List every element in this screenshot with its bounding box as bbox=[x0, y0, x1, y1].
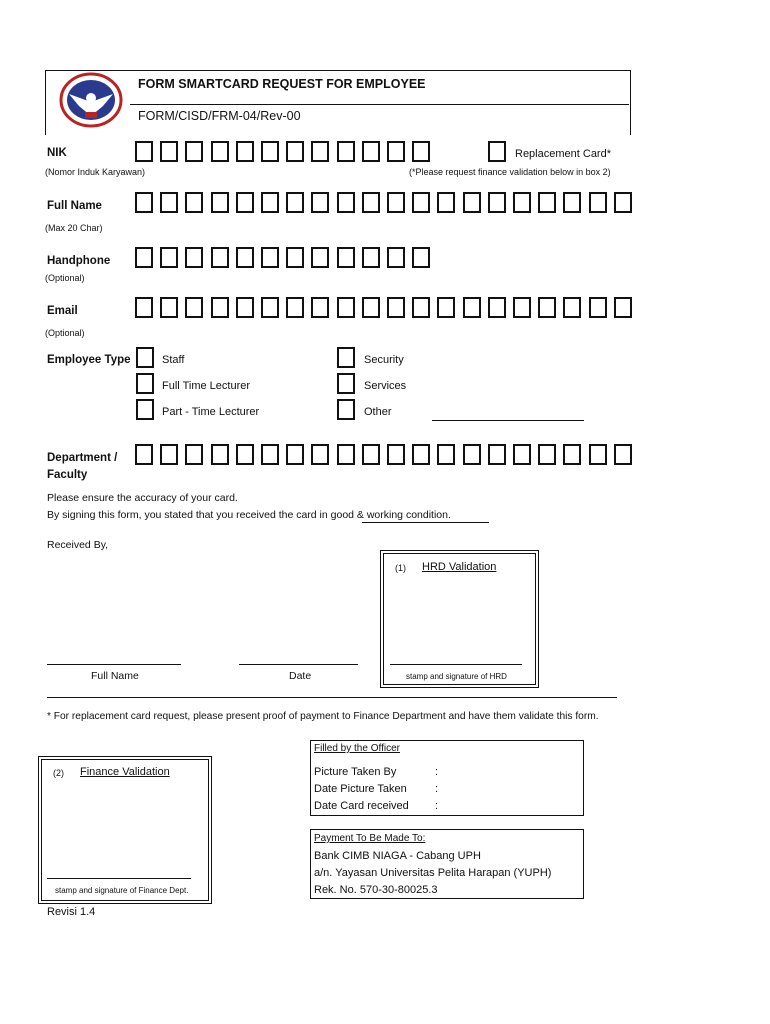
full-name-char-box[interactable] bbox=[311, 192, 329, 213]
department-char-box[interactable] bbox=[538, 444, 556, 465]
department-char-box[interactable] bbox=[211, 444, 229, 465]
nik-char-box[interactable] bbox=[236, 141, 254, 162]
full-name-char-box[interactable] bbox=[261, 192, 279, 213]
email-char-box[interactable] bbox=[513, 297, 531, 318]
full-name-char-box[interactable] bbox=[614, 192, 632, 213]
nik-char-box[interactable] bbox=[211, 141, 229, 162]
nik-char-box[interactable] bbox=[160, 141, 178, 162]
handphone-char-box[interactable] bbox=[211, 247, 229, 268]
email-char-box[interactable] bbox=[236, 297, 254, 318]
revision-label: Revisi 1.4 bbox=[47, 906, 96, 918]
full-name-char-box[interactable] bbox=[589, 192, 607, 213]
department-char-box[interactable] bbox=[589, 444, 607, 465]
services-label: Services bbox=[364, 380, 407, 392]
nik-label: NIK bbox=[47, 147, 67, 159]
date-picture-taken-colon: : bbox=[435, 783, 439, 795]
full-name-char-box[interactable] bbox=[412, 192, 430, 213]
other-checkbox[interactable] bbox=[337, 399, 355, 420]
department-char-box[interactable] bbox=[563, 444, 581, 465]
department-char-box[interactable] bbox=[513, 444, 531, 465]
nik-sublabel: (Nomor Induk Karyawan) bbox=[45, 167, 146, 177]
hrd-caption: stamp and signature of HRD bbox=[406, 672, 507, 681]
full-name-char-box[interactable] bbox=[437, 192, 455, 213]
email-char-box[interactable] bbox=[463, 297, 481, 318]
handphone-char-box[interactable] bbox=[261, 247, 279, 268]
email-char-box[interactable] bbox=[286, 297, 304, 318]
security-label: Security bbox=[364, 354, 404, 366]
payment-title: Payment To Be Made To: bbox=[314, 833, 426, 844]
full-name-signature-line[interactable] bbox=[47, 664, 181, 665]
department-char-box[interactable] bbox=[311, 444, 329, 465]
full-name-label: Full Name bbox=[47, 200, 102, 212]
email-char-box[interactable] bbox=[135, 297, 153, 318]
email-char-box[interactable] bbox=[488, 297, 506, 318]
full-name-char-box[interactable] bbox=[236, 192, 254, 213]
full-name-char-box[interactable] bbox=[135, 192, 153, 213]
university-logo bbox=[55, 72, 127, 128]
department-char-box[interactable] bbox=[286, 444, 304, 465]
hrd-number: (1) bbox=[395, 563, 406, 573]
department-char-box[interactable] bbox=[437, 444, 455, 465]
condition-note: By signing this form, you stated that you received the card in good & working condition. bbox=[47, 509, 451, 521]
email-char-box[interactable] bbox=[589, 297, 607, 318]
part-time-lecturer-label: Part - Time Lecturer bbox=[162, 406, 260, 418]
picture-taken-by-label: Picture Taken By bbox=[314, 766, 397, 778]
officer-title: Filled by the Officer bbox=[314, 743, 400, 754]
email-char-box[interactable] bbox=[538, 297, 556, 318]
email-char-box[interactable] bbox=[614, 297, 632, 318]
handphone-char-box[interactable] bbox=[362, 247, 380, 268]
full-name-char-box[interactable] bbox=[362, 192, 380, 213]
nik-char-box[interactable] bbox=[135, 141, 153, 162]
handphone-char-box[interactable] bbox=[236, 247, 254, 268]
department-char-box[interactable] bbox=[387, 444, 405, 465]
finance-number: (2) bbox=[53, 768, 64, 778]
form-title: FORM SMARTCARD REQUEST FOR EMPLOYEE bbox=[138, 77, 426, 91]
nik-char-box[interactable] bbox=[412, 141, 430, 162]
finance-validation-title: Finance Validation bbox=[80, 766, 170, 778]
accuracy-note: Please ensure the accuracy of your card. bbox=[47, 492, 238, 504]
nik-char-box[interactable] bbox=[337, 141, 355, 162]
handphone-sublabel: (Optional) bbox=[45, 273, 85, 283]
full-name-char-box[interactable] bbox=[538, 192, 556, 213]
full-name-char-box[interactable] bbox=[463, 192, 481, 213]
condition-underline bbox=[362, 522, 489, 523]
staff-label: Staff bbox=[162, 354, 185, 366]
replacement-payment-note: * For replacement card request, please present proof of payment to Finance Department and have them validate this form. bbox=[47, 711, 599, 722]
replacement-card-checkbox[interactable] bbox=[488, 141, 506, 162]
email-char-box[interactable] bbox=[387, 297, 405, 318]
header-divider bbox=[130, 104, 629, 105]
other-input-line[interactable] bbox=[432, 420, 584, 421]
email-char-box[interactable] bbox=[311, 297, 329, 318]
email-char-box[interactable] bbox=[185, 297, 203, 318]
finance-validation-box bbox=[38, 756, 212, 904]
full-name-char-box[interactable] bbox=[337, 192, 355, 213]
full-time-lecturer-checkbox[interactable] bbox=[136, 373, 154, 394]
handphone-char-box[interactable] bbox=[135, 247, 153, 268]
handphone-char-box[interactable] bbox=[286, 247, 304, 268]
email-char-box[interactable] bbox=[211, 297, 229, 318]
nik-char-box[interactable] bbox=[286, 141, 304, 162]
nik-char-box[interactable] bbox=[261, 141, 279, 162]
employee-type-label: Employee Type bbox=[47, 354, 131, 366]
handphone-char-box[interactable] bbox=[337, 247, 355, 268]
nik-char-box[interactable] bbox=[362, 141, 380, 162]
replacement-card-note: (*Please request finance validation below in box 2) bbox=[409, 167, 611, 177]
department-char-box[interactable] bbox=[463, 444, 481, 465]
department-char-box[interactable] bbox=[614, 444, 632, 465]
hrd-signature-line bbox=[390, 664, 522, 665]
email-char-box[interactable] bbox=[160, 297, 178, 318]
date-signature-line[interactable] bbox=[239, 664, 358, 665]
replacement-card-label: Replacement Card* bbox=[515, 148, 611, 160]
email-char-box[interactable] bbox=[412, 297, 430, 318]
nik-char-box[interactable] bbox=[185, 141, 203, 162]
full-time-lecturer-label: Full Time Lecturer bbox=[162, 380, 251, 392]
security-checkbox[interactable] bbox=[337, 347, 355, 368]
full-name-char-box[interactable] bbox=[563, 192, 581, 213]
full-name-caption: Full Name bbox=[91, 670, 139, 682]
department-char-box[interactable] bbox=[160, 444, 178, 465]
email-sublabel: (Optional) bbox=[45, 328, 85, 338]
handphone-char-box[interactable] bbox=[412, 247, 430, 268]
handphone-char-box[interactable] bbox=[185, 247, 203, 268]
picture-taken-by-colon: : bbox=[435, 766, 439, 778]
email-char-box[interactable] bbox=[362, 297, 380, 318]
full-name-char-box[interactable] bbox=[387, 192, 405, 213]
full-name-char-box[interactable] bbox=[488, 192, 506, 213]
part-time-lecturer-checkbox[interactable] bbox=[136, 399, 154, 420]
full-name-sublabel: (Max 20 Char) bbox=[45, 223, 103, 233]
email-char-box[interactable] bbox=[437, 297, 455, 318]
full-name-char-box[interactable] bbox=[185, 192, 203, 213]
nik-char-box[interactable] bbox=[311, 141, 329, 162]
email-char-box[interactable] bbox=[337, 297, 355, 318]
full-name-char-box[interactable] bbox=[211, 192, 229, 213]
staff-checkbox[interactable] bbox=[136, 347, 154, 368]
handphone-char-box[interactable] bbox=[160, 247, 178, 268]
received-by-label: Received By, bbox=[47, 539, 109, 551]
handphone-char-box[interactable] bbox=[387, 247, 405, 268]
payment-account-number: Rek. No. 570-30-80025.3 bbox=[314, 884, 438, 896]
date-caption: Date bbox=[289, 670, 312, 682]
date-card-received-colon: : bbox=[435, 800, 439, 812]
form-code: FORM/CISD/FRM-04/Rev-00 bbox=[138, 109, 301, 123]
payment-account-name: a/n. Yayasan Universitas Pelita Harapan (YUPH) bbox=[314, 867, 552, 879]
finance-caption: stamp and signature of Finance Dept. bbox=[55, 886, 189, 895]
department-char-box[interactable] bbox=[185, 444, 203, 465]
other-label: Other bbox=[364, 406, 392, 418]
email-char-box[interactable] bbox=[563, 297, 581, 318]
separator-line bbox=[47, 697, 617, 698]
department-char-box[interactable] bbox=[261, 444, 279, 465]
finance-signature-line bbox=[47, 878, 191, 879]
full-name-char-box[interactable] bbox=[513, 192, 531, 213]
nik-char-box[interactable] bbox=[387, 141, 405, 162]
date-picture-taken-label: Date Picture Taken bbox=[314, 783, 407, 795]
email-label: Email bbox=[47, 305, 78, 317]
payment-bank: Bank CIMB NIAGA - Cabang UPH bbox=[314, 850, 481, 862]
date-card-received-label: Date Card received bbox=[314, 800, 409, 812]
handphone-char-box[interactable] bbox=[311, 247, 329, 268]
department-char-box[interactable] bbox=[135, 444, 153, 465]
department-char-box[interactable] bbox=[412, 444, 430, 465]
department-label-line2: Faculty bbox=[47, 469, 88, 481]
hrd-validation-title: HRD Validation bbox=[422, 561, 497, 573]
full-name-char-box[interactable] bbox=[286, 192, 304, 213]
department-label-line1: Department / bbox=[47, 452, 118, 464]
department-char-box[interactable] bbox=[236, 444, 254, 465]
full-name-char-box[interactable] bbox=[160, 192, 178, 213]
email-char-box[interactable] bbox=[261, 297, 279, 318]
department-char-box[interactable] bbox=[362, 444, 380, 465]
department-char-box[interactable] bbox=[488, 444, 506, 465]
department-char-box[interactable] bbox=[337, 444, 355, 465]
services-checkbox[interactable] bbox=[337, 373, 355, 394]
handphone-label: Handphone bbox=[47, 255, 111, 267]
